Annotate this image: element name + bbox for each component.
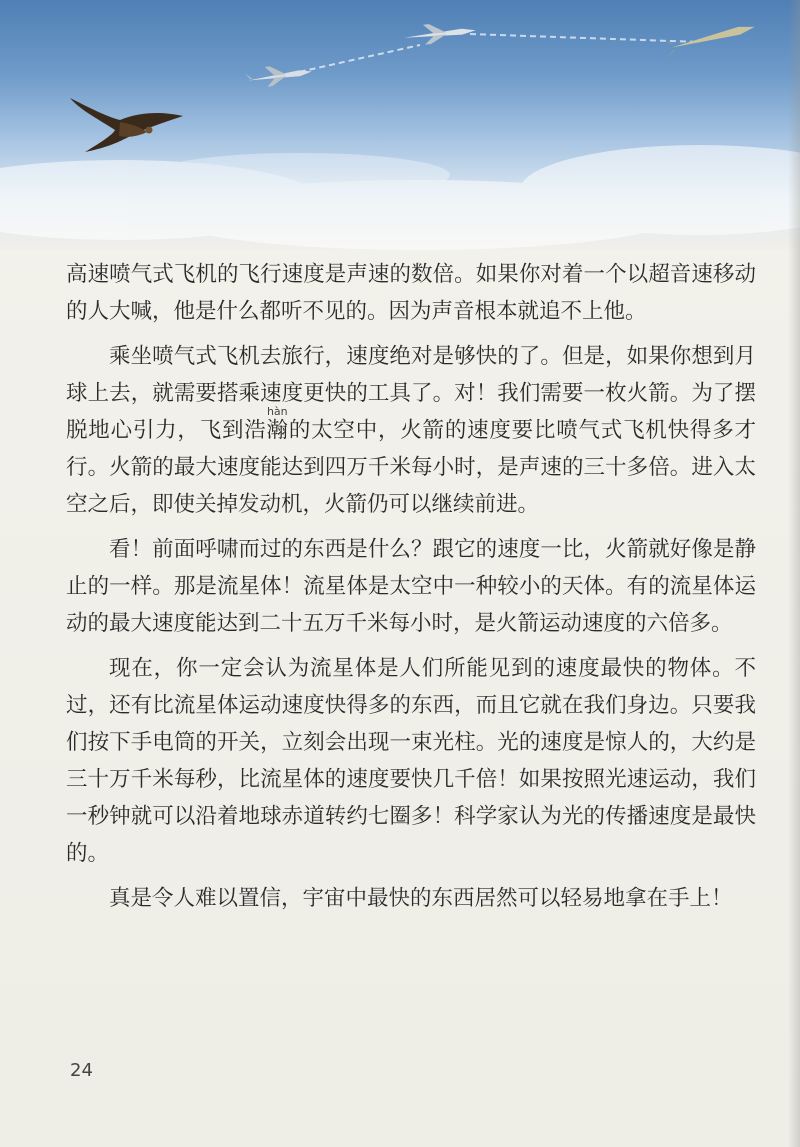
paragraph-1: 高速喷气式飞机的飞行速度是声速的数倍。如果你对着一个以超音速移动的人大喊，他是什么都听不见的。因为声音根本就追不上他。 <box>66 262 756 324</box>
paragraph-2-before: 乘坐喷气式飞机去旅行，速度绝对是够快的了。但是，如果你想到月球上去，就需要搭乘速度更快的工具了。对！我们需要一枚火箭。为了摆脱地心引力，飞到浩 <box>66 344 756 443</box>
ruby-annotation <box>266 405 289 443</box>
jet-icon <box>403 19 477 46</box>
ruby-base: 瀚 <box>266 418 289 443</box>
sky-illustration <box>0 0 800 250</box>
cloud-icon <box>0 145 800 250</box>
paragraph-3: 看！前面呼啸而过的东西是什么？跟它的速度一比，火箭就好像是静止的一样。那是流星体！流星体是太空中一种较小的天体。有的流星体运动的最大速度能达到二十五万千米每小时，是火箭运动速度的六倍多。 <box>66 537 756 636</box>
paragraph-2 <box>66 338 756 523</box>
rocket-icon <box>663 18 757 58</box>
paragraph-2-after: 的太空中，火箭的速度要比喷气式飞机快得多才行。火箭的最大速度能达到四万千米每小时，是声速的三十多倍。进入太空之后，即使关掉发动机，火箭仍可以继续前进。 <box>66 418 756 517</box>
paragraph-4: 现在，你一定会认为流星体是人们所能见到的速度最快的物体。不过，还有比流星体运动速度快得多的东西，而且它就在我们身边。只要我们按下手电筒的开关，立刻会出现一束光柱。光的速度是惊人的，大约是三十万千米每秒，比流星体的速度要快几千倍！如果按照光速运动，我们一秒钟就可以沿着地球赤道转约七圈多！科学家认为光的传播速度是最快的。 <box>66 656 756 866</box>
jet-icon <box>245 61 313 90</box>
pinyin-annotation: hàn <box>266 405 289 418</box>
page-edge-shadow <box>788 0 800 1147</box>
page-number: 24 <box>70 1060 93 1081</box>
eagle-icon <box>70 98 183 152</box>
paragraph-5: 真是令人难以置信，宇宙中最快的东西居然可以轻易地拿在手上！ <box>109 886 733 911</box>
story-text <box>66 256 756 925</box>
